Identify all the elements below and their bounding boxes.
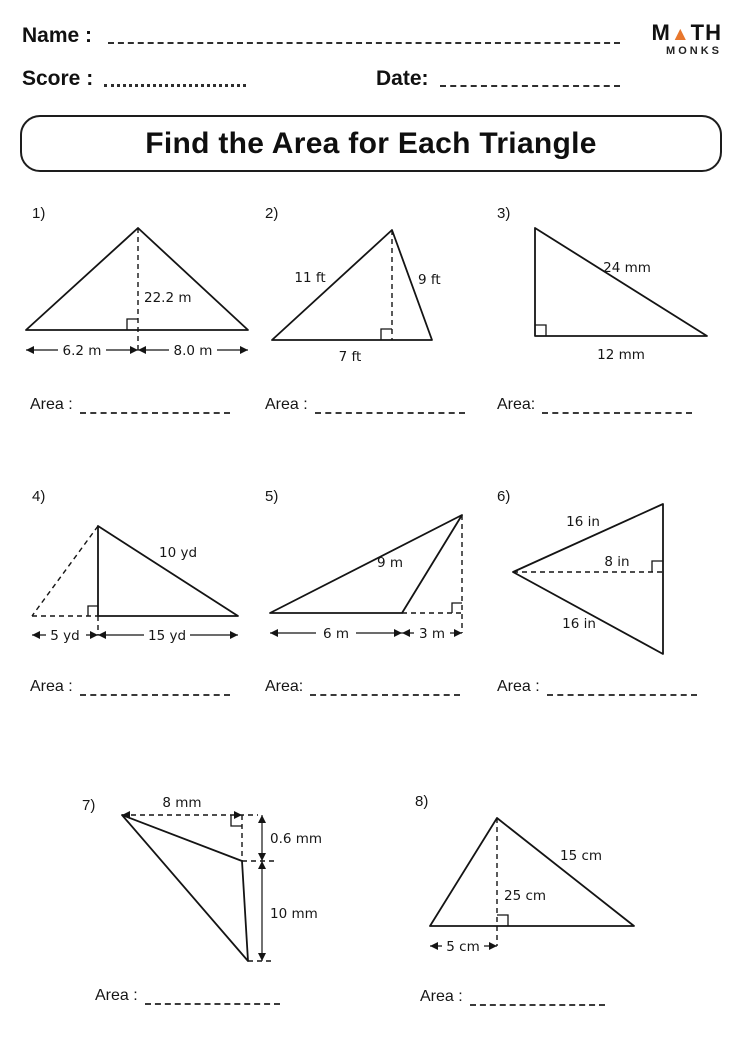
base-ext-label: 5 yd [50,628,80,644]
top-side-label: 16 in [566,514,600,530]
problem-4-area-row [30,678,230,696]
right-angle-mark [381,329,392,340]
problem-7-area-row [95,987,280,1005]
area-label: Area: [497,396,536,413]
height-label: 25 cm [504,888,547,904]
problem-2-figure [262,218,487,373]
answer-blank-line [315,400,465,414]
right-side-label: 9 ft [418,272,441,288]
top-dimension [122,811,258,819]
side-label: 10 yd [158,545,198,561]
answer-blank-line [547,682,697,696]
problem-5-area-row [265,678,460,696]
base-label: 6 m [322,626,350,642]
left-side-label: 11 ft [294,270,326,286]
area-label: Area : [30,396,73,413]
problem-7 [75,793,335,1028]
right-angle-mark [452,603,462,613]
problem-7-figure [90,793,335,988]
triangle-shape [26,228,248,330]
problem-6-figure [495,494,735,664]
right-angle-mark [88,606,98,616]
height-label: 10 mm [270,906,318,922]
right-angle-mark [652,561,663,572]
base-left-label: 6.2 m [62,343,102,359]
page-title: Find the Area for Each Triangle [145,126,597,160]
area-label: Area : [95,987,138,1004]
problem-2-area-row [265,396,465,414]
problem-8 [410,790,690,1025]
side-label: 9 m [376,555,404,571]
problem-8-area-row [420,988,605,1006]
base-right-label: 8.0 m [173,343,213,359]
base-ext-label: 3 m [418,626,446,642]
problem-5 [260,486,492,721]
base-label: 12 mm [597,347,645,363]
problem-4 [20,486,260,721]
name-label: Name : [22,24,93,47]
name-blank-line [108,28,620,44]
area-label: Area : [420,988,463,1005]
base-label: 15 yd [147,628,187,644]
right-angle-mark [497,915,508,926]
math-monks-logo [622,22,722,57]
answer-blank-line [542,400,692,414]
top-label: 8 mm [162,795,202,811]
problem-5-figure [262,501,492,661]
triangle-shape [535,228,707,336]
base-label: 7 ft [338,349,362,365]
score-label: Score : [22,67,94,90]
answer-blank-line [470,992,605,1006]
problem-3-figure [495,218,725,373]
triangle-shape [430,818,634,926]
problem-7-number: 7) [82,797,96,814]
answer-blank-line [80,400,230,414]
problem-6 [492,486,740,721]
problem-6-number: 6) [497,488,511,505]
problem-4-figure [20,501,260,661]
problem-1 [20,203,260,438]
right-angle-mark [535,325,546,336]
height-label: 22.2 m [144,290,192,306]
problem-5-number: 5) [265,488,279,505]
date-blank-line [440,71,620,87]
side-label: 15 cm [560,848,603,864]
logo-math-text: M▲TH [651,20,722,45]
hypotenuse-label: 24 mm [603,260,651,276]
area-label: Area: [265,678,304,695]
problem-2-number: 2) [265,205,279,222]
answer-blank-line [310,682,460,696]
problem-1-area-row [30,396,230,414]
logo-triangle-icon: ▲ [670,24,691,45]
logo-monks-text: MONKS [666,45,722,57]
problem-2 [260,203,492,438]
answer-blank-line [80,682,230,696]
extension-dashed-line [32,526,98,616]
problem-3-number: 3) [497,205,511,222]
bottom-side-label: 16 in [562,616,596,632]
triangle-shape [98,526,238,616]
problem-8-figure [412,798,672,973]
area-label: Area : [30,678,73,695]
right-angle-mark [127,319,138,330]
problem-4-number: 4) [32,488,46,505]
problem-8-number: 8) [415,793,429,810]
problem-1-figure [20,218,260,373]
score-blank-line [104,71,246,87]
problem-3 [492,203,737,438]
height-label: 8 in [604,554,630,570]
problem-1-number: 1) [32,205,46,222]
triangle-shape [122,815,248,961]
area-label: Area : [265,396,308,413]
triangle-shape [270,515,462,613]
date-label: Date: [376,67,429,90]
area-label: Area : [497,678,540,695]
base-dimension-lines [26,342,248,358]
problem-3-area-row [497,396,692,414]
offset-label: 0.6 mm [270,831,323,847]
problem-6-area-row [497,678,697,696]
title-box [20,115,722,172]
base-label: 5 cm [446,939,480,955]
answer-blank-line [145,991,280,1005]
